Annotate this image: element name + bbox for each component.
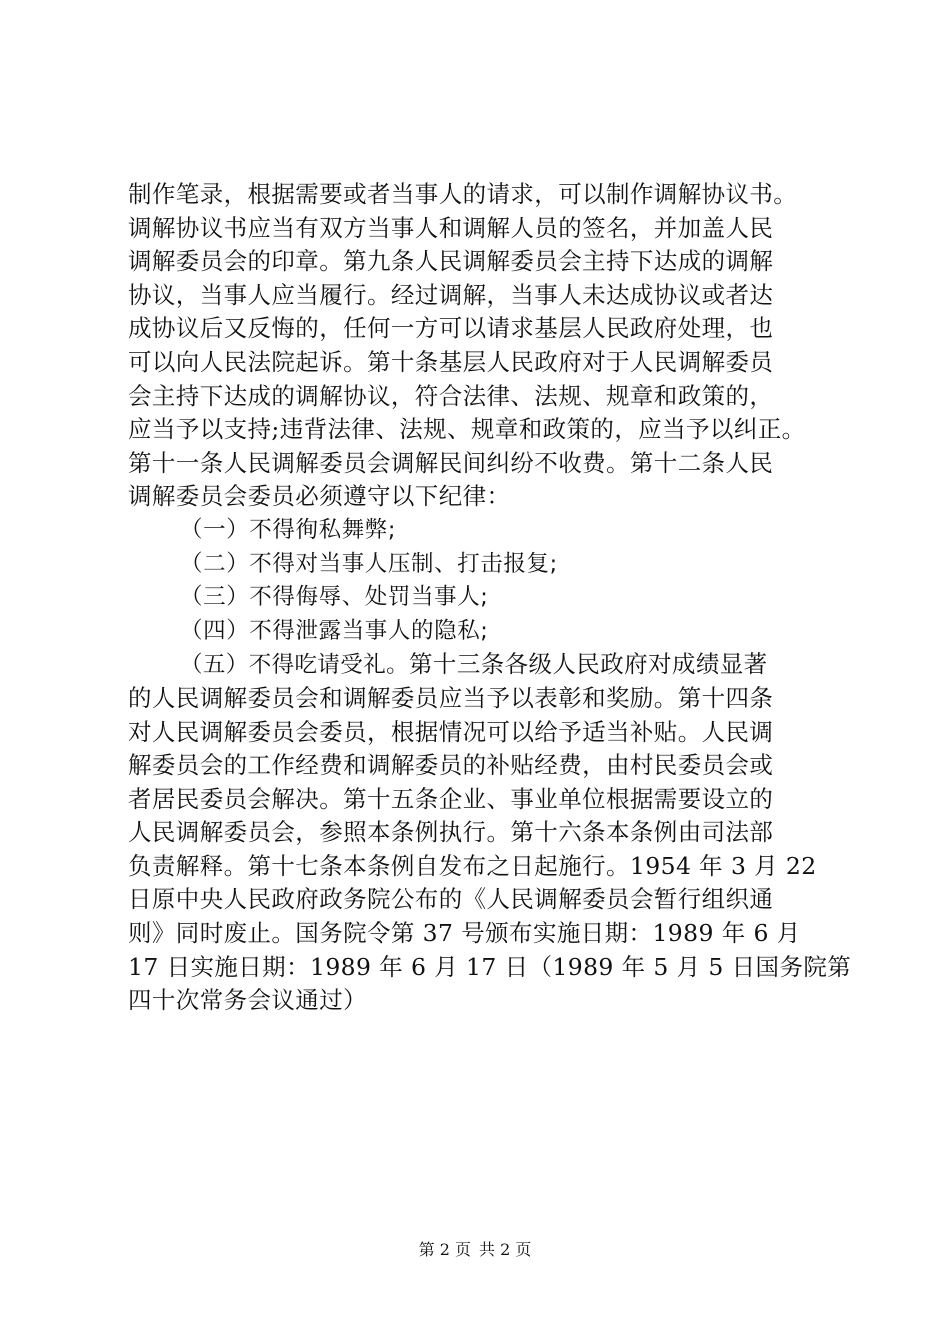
body-line: 负责解释。第十七条本条例自发布之日起施行。1954 年 3 月 22 [128,851,817,880]
body-line: 17 日实施日期：1989 年 6 月 17 日（1989 年 5 月 5 日国务院第 [128,952,852,981]
body-line: 可以向人民法院起诉。第十条基层人民政府对于人民调解委员 [128,347,774,376]
page-footer [0,1240,950,1260]
body-line: 则》同时废止。国务院令第 37 号颁布实施日期：1989 年 6 月 [128,919,801,948]
page-number: 第 2 页 [418,1240,471,1259]
body-line: 调解委员会的印章。第九条人民调解委员会主持下达成的调解 [128,247,774,276]
body-line: 者居民委员会解决。第十五条企业、事业单位根据需要设立的 [128,784,774,813]
body-line: 四十次常务会议通过） [128,986,367,1015]
body-line: 人民调解委员会，参照本条例执行。第十六条本条例由司法部 [128,818,774,847]
page-total: 共 2 页 [479,1240,532,1259]
body-line: 调解委员会委员必须遵守以下纪律： [128,482,511,511]
body-line: 会主持下达成的调解协议，符合法律、法规、规章和政策的， [128,381,774,410]
body-line: 协议，当事人应当履行。经过调解，当事人未达成协议或者达 [128,280,774,309]
body-line: 的人民调解委员会和调解委员应当予以表彰和奖励。第十四条 [128,683,774,712]
list-item: （三）不得侮辱、处罚当事人; [180,584,489,611]
body-line: 制作笔录，根据需要或者当事人的请求，可以制作调解协议书。 [128,180,798,208]
body-line: 解委员会的工作经费和调解委员的补贴经费，由村民委员会或 [128,751,774,780]
body-line: 第十一条人民调解委员会调解民间纠纷不收费。第十二条人民 [128,448,774,477]
list-item: （二）不得对当事人压制、打击报复; [180,550,558,577]
body-line: 对人民调解委员会委员，根据情况可以给予适当补贴。人民调 [128,717,774,746]
document-body [128,178,852,1018]
body-line: 日原中央人民政府政务院公布的《人民调解委员会暂行组织通 [128,885,774,914]
list-item: （一）不得徇私舞弊; [180,516,397,543]
list-item: （四）不得泄露当事人的隐私; [180,617,489,644]
list-item-continuation: 第十三条各级人民政府对成绩显著 [409,650,768,679]
body-line: 调解协议书应当有双方当事人和调解人员的签名，并加盖人民 [128,213,774,242]
body-line: 应当予以支持;违背法律、法规、规章和政策的，应当予以纠正。 [128,415,806,444]
list-item-lead: （五）不得吃请受礼。 [180,652,410,679]
body-line: 成协议后又反悔的，任何一方可以请求基层人民政府处理，也 [128,314,774,343]
list-item-mixed [128,648,838,682]
